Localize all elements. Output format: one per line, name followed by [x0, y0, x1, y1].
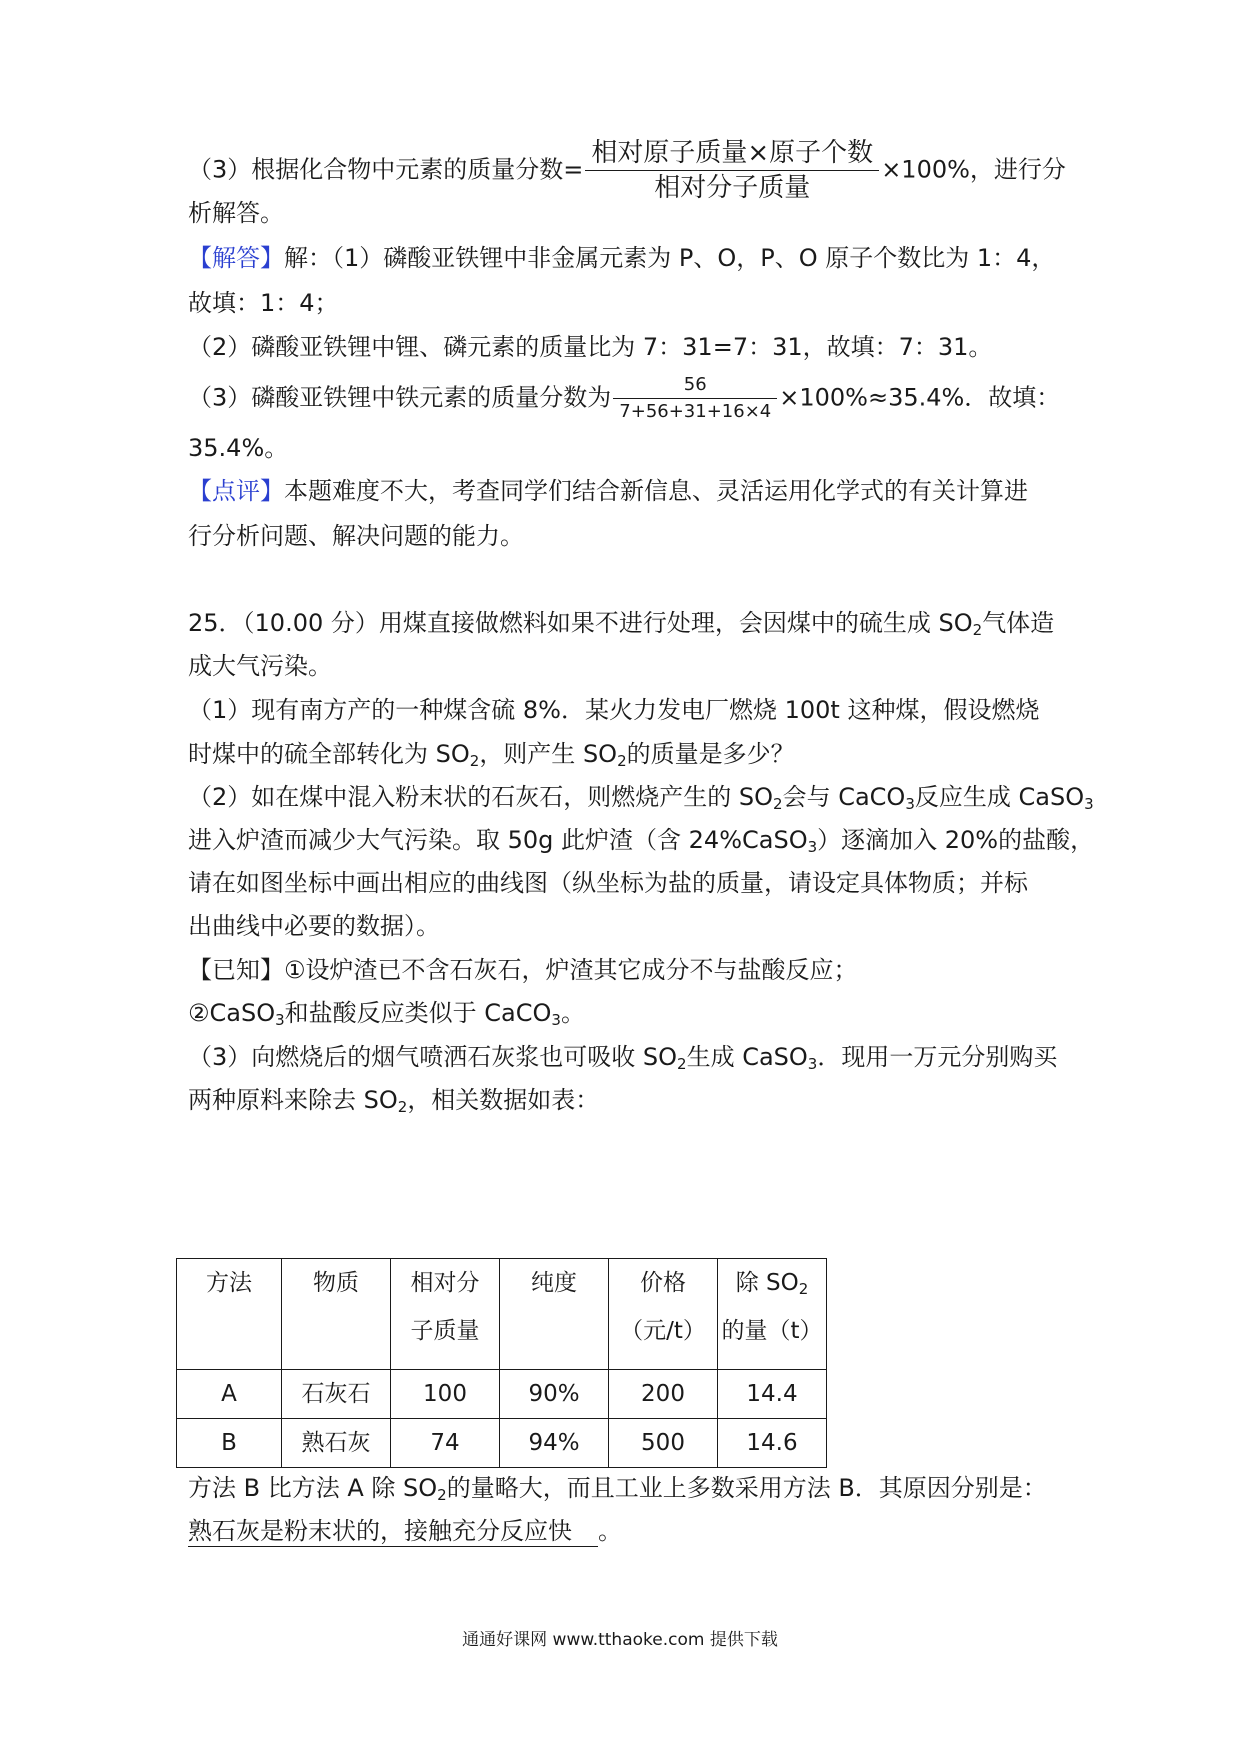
table-header-row — [177, 1259, 827, 1370]
iron-numerator: 56 — [613, 374, 777, 399]
answer-3-suffix: ×100%≈35.4%．故填： — [779, 383, 1061, 412]
answer-1-fill: 故填：1：4； — [188, 289, 339, 317]
table-cell: 94% — [500, 1419, 609, 1468]
part-3-line-1: （3）向燃烧后的烟气喷洒石灰浆也可吸收 $SO_2$生成 CaSO$_3$．现用一万元分别购买 — [188, 1043, 1058, 1073]
header-purity: 纯度 — [500, 1259, 609, 1370]
table-cell: 90% — [500, 1370, 609, 1419]
analysis-3-line — [188, 138, 1066, 203]
header-price: 价格 （元/t） — [609, 1259, 718, 1370]
analysis-3-prefix: （3）根据化合物中元素的质量分数= — [188, 155, 584, 184]
table-cell: 14.4 — [718, 1370, 827, 1419]
table-row — [177, 1419, 827, 1468]
part-1-line-1: （1）现有南方产的一种煤含硫 8%．某火力发电厂燃烧 100t 这种煤，假设燃烧 — [188, 696, 1040, 724]
table-cell: A — [177, 1370, 282, 1419]
part-2-line-4: 出曲线中必要的数据）。 — [188, 912, 440, 940]
part-2-line-1: （2）如在煤中混入粉末状的石灰石，则燃烧产生的 $SO_2$会与 CaCO$_3$反应生成 CaSO$_3$ — [188, 783, 1094, 813]
part-2-line-2: 进入炉渣而减少大气污染。取 50g 此炉渣（含 24%CaSO$_3$）逐滴加入 20%的盐酸， — [188, 826, 1095, 856]
question-25-line-1: 25．（10.00 分）用煤直接做燃料如果不进行处理，会因煤中的硫生成 $SO_2$气体造 — [188, 609, 1055, 639]
header-molar-mass: 相对分 子质量 — [391, 1259, 500, 1370]
analysis-3-continuation: 析解答。 — [188, 199, 284, 227]
table-cell: B — [177, 1419, 282, 1468]
formula-denominator: 相对分子质量 — [654, 173, 811, 203]
table-row — [177, 1370, 827, 1419]
answer-blank-line: 熟石灰是粉末状的，接触充分反应快 。 — [188, 1517, 622, 1545]
after-table-line: 方法 B 比方法 A 除 $SO_2$的量略大，而且工业上多数采用方法 B．其原因分别是： — [188, 1474, 1047, 1504]
answer-1-line — [188, 243, 1055, 273]
header-method: 方法 — [177, 1259, 282, 1370]
iron-denominator: 7+56+31+16×4 — [619, 401, 772, 422]
answer-3-line — [188, 374, 1060, 423]
part-3-line-2: 两种原料来除去 $SO_2$，相关数据如表： — [188, 1086, 600, 1116]
formula-numerator: 相对原子质量×原子个数 — [585, 138, 879, 171]
table-cell: 500 — [609, 1419, 718, 1468]
header-so2-removed: 除 $SO_2$ 的量（t） — [718, 1259, 827, 1370]
answer-2-line: （2）磷酸亚铁锂中锂、磷元素的质量比为 7：31=7：31，故填：7：31。 — [188, 333, 993, 361]
table-cell: 100 — [391, 1370, 500, 1419]
comment-line-2: 行分析问题、解决问题的能力。 — [188, 522, 524, 550]
table-cell: 熟石灰 — [282, 1419, 391, 1468]
table-cell: 74 — [391, 1419, 500, 1468]
known-line-2: ②CaSO$_3$和盐酸反应类似于 CaCO$_3$。 — [188, 999, 585, 1029]
table-cell: 14.6 — [718, 1419, 827, 1468]
table-cell: 石灰石 — [282, 1370, 391, 1419]
question-25-line-2: 成大气污染。 — [188, 652, 332, 680]
comment-tag: 【点评】 — [188, 477, 284, 505]
answer-1-text: 解：（1）磷酸亚铁锂中非金属元素为 P、O，P、O 原子个数比为 1：4， — [284, 244, 1056, 272]
table-cell: 200 — [609, 1370, 718, 1419]
answer-3-result: 35.4%。 — [188, 434, 289, 462]
known-line-1: 【已知】①设炉渣已不含石灰石，炉渣其它成分不与盐酸反应； — [188, 956, 858, 984]
answer-tag: 【解答】 — [188, 244, 284, 272]
analysis-3-suffix: ×100%，进行分 — [881, 155, 1066, 184]
comment-text-1: 本题难度不大，考查同学们结合新信息、灵活运用化学式的有关计算进 — [284, 477, 1028, 505]
comment-line-1 — [188, 476, 1028, 506]
answer-3-prefix: （3）磷酸亚铁锂中铁元素的质量分数为 — [188, 383, 612, 412]
filled-answer: 熟石灰是粉末状的，接触充分反应快 — [188, 1516, 598, 1547]
header-substance: 物质 — [282, 1259, 391, 1370]
part-2-line-3: 请在如图坐标中画出相应的曲线图（纵坐标为盐的质量，请设定具体物质；并标 — [188, 869, 1028, 897]
page-footer: 通通好课网 www.tthaoke.com 提供下载 — [462, 1630, 778, 1650]
reagent-table — [176, 1258, 827, 1468]
mass-fraction-formula — [585, 138, 879, 203]
iron-fraction-formula — [613, 374, 777, 423]
part-1-line-2: 时煤中的硫全部转化为 $SO_2$，则产生 $SO_2$的质量是多少？ — [188, 740, 795, 770]
